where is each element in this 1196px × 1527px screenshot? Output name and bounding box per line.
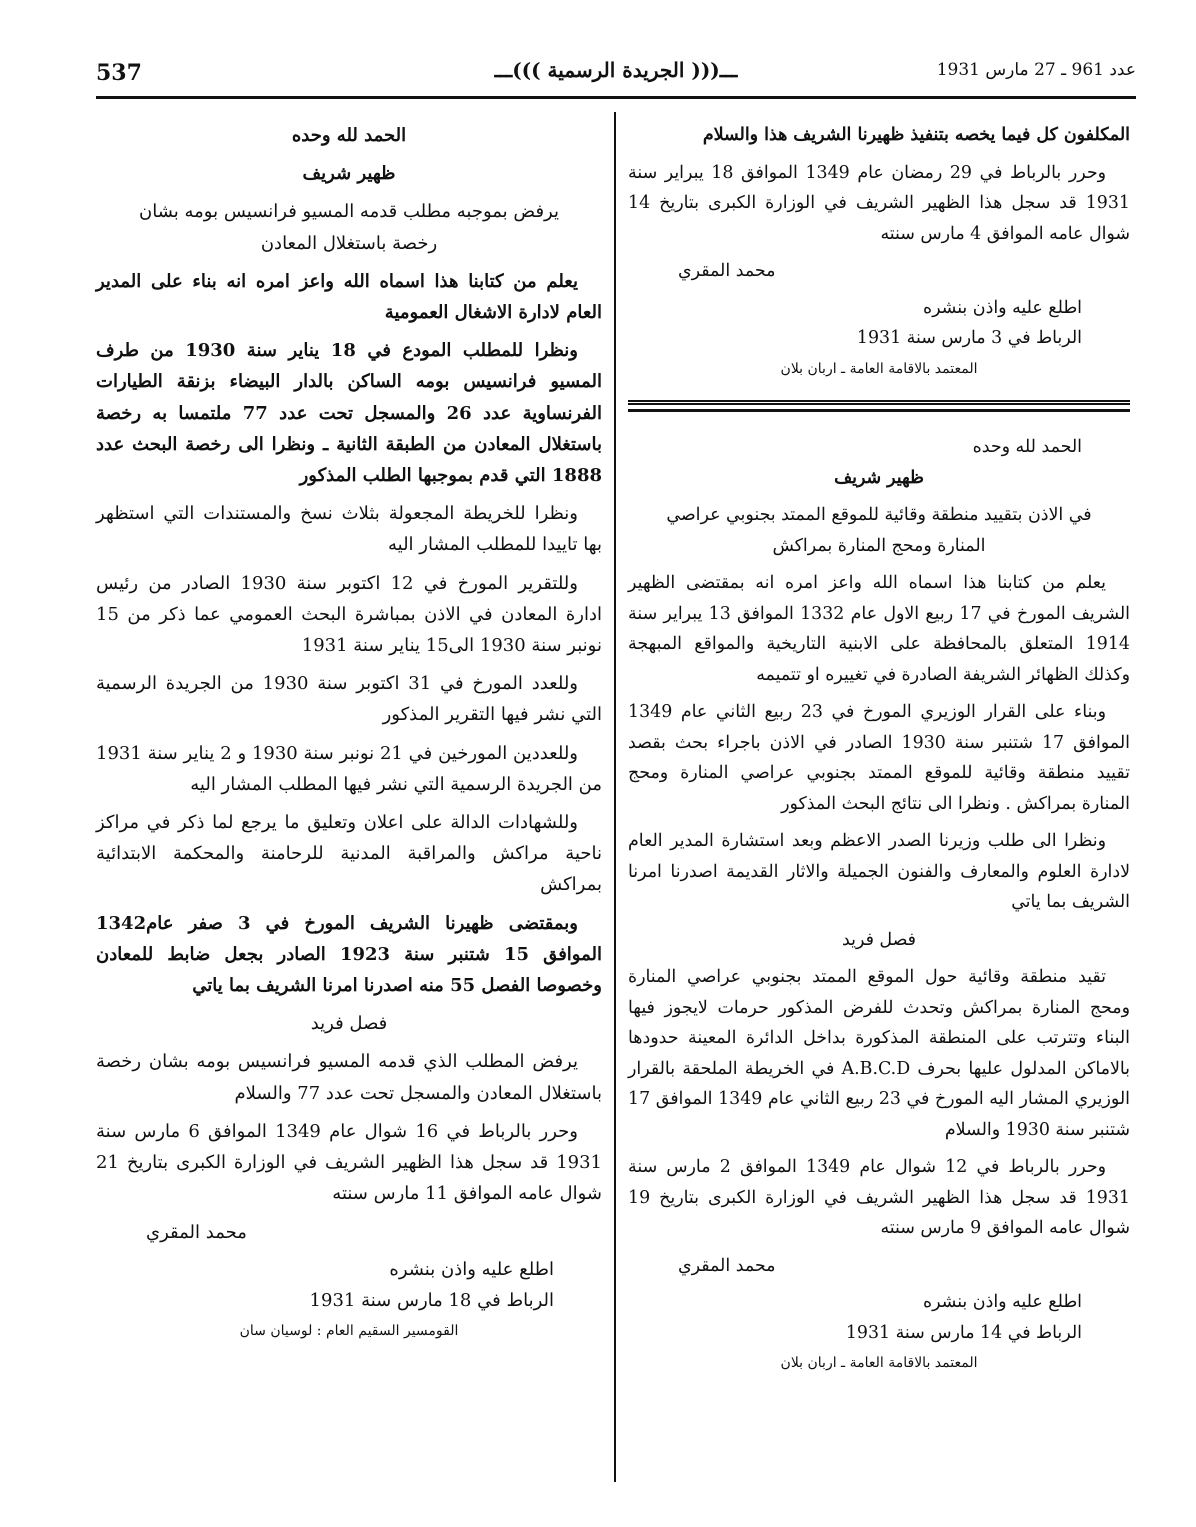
paragraph: وحرر بالرباط في 16 شوال عام 1349 الموافق 6 مارس سنة 1931 قد سجل هذا الظهير الشريف في الوزارة الكبرى بتاريخ 21 شوال عامه الموافق 11 مارس سنته bbox=[96, 1120, 602, 1205]
place-date: الرباط في 3 مارس سنة 1931 bbox=[856, 328, 1082, 348]
section-separator bbox=[628, 400, 1130, 412]
page-number: 537 bbox=[96, 60, 142, 86]
signature-line bbox=[628, 256, 1130, 287]
section-heading: فصل فريد bbox=[842, 929, 916, 950]
signature-name: محمد المقري bbox=[146, 1221, 247, 1243]
paragraph: وبمقتضى ظهيرنا الشريف المورخ في 3 صفر عام1342 الموافق 15 شتنبر سنة 1923 الصادر بجعل ضابط للمعادن وخصوصا الفصل 55 منه اصدرنا امرنا الشريف بما ياتي bbox=[96, 912, 602, 997]
page-header bbox=[96, 52, 1136, 92]
place-date: الرباط في 14 مارس سنة 1931 bbox=[845, 1322, 1082, 1343]
paragraph: وللشهادات الدالة على اعلان وتعليق ما يرجع لما ذكر في مراكز ناحية مراكش والمراقبة المدنية للرحامنة والمحكمة الابتدائية بمراكش bbox=[96, 812, 602, 896]
dahir-heading: ظهير شريف bbox=[834, 467, 924, 488]
paragraph: وللعدد المورخ في 31 اكتوبر سنة 1930 من الجريدة الرسمية التي نشر فيها التقرير المذكور bbox=[96, 673, 602, 726]
left-column bbox=[96, 120, 602, 1354]
dahir-subject: يرفض بموجبه مطلب قدمه المسيو فرانسيس بومه بشان رخصة باستغلال المعادن bbox=[139, 201, 559, 254]
section-heading: فصل فريد bbox=[310, 1013, 388, 1035]
paragraph: يعلم من كتابنا هذا اسماه الله واعز امره انه بمقتضى الظهير الشريف المورخ في 17 ربيع الاول عام 1332 الموافق 13 يبراير سنة 1914 المتعلق بالمحافظة على الابنية التاريخية والمواقع المبهجة وكذلك الظهائر الشريفة الصادرة في تغييره او تتميمه bbox=[628, 573, 1130, 685]
paragraph: ونظرا الى طلب وزيرنا الصدر الاعظم وبعد استشارة المدير العام لادارة العلوم والمعارف والفنون الجميلة والاثار القديمة اصدرنا امرنا الشريف بما ياتي bbox=[628, 831, 1130, 912]
paragraph: وبناء على القرار الوزيري المورخ في 23 ربيع الثاني عام 1349 الموافق 17 شتنبر سنة 1930 الصادر في الاذن باجراء بحث بقصد تقييد منطقة وقائية للموقع الممتد بجنوبي عراصي المنارة ومحج المنارة بمراكش . ونظرا الى نتائج البحث المذكور bbox=[628, 702, 1130, 814]
paragraph: ونظرا للخريطة المجعولة بثلاث نسخ والمستندات التي استظهر بها تاييدا للمطلب المشار اليه bbox=[96, 503, 602, 556]
closing-line: المكلفون كل فيما يخصه بتنفيذ ظهيرنا الشريف هذا والسلام bbox=[702, 125, 1130, 145]
paragraph: يعلم من كتابنا هذا اسماه الله واعز امره انه بناء على المدير العام لادارة الاشغال العمومية bbox=[96, 270, 602, 324]
paragraph: وحرر بالرباط في 12 شوال عام 1349 الموافق 2 مارس سنة 1931 قد سجل هذا الظهير الشريف في الوزارة الكبرى بتاريخ 19 شوال عامه الموافق 9 مارس سنته bbox=[628, 1157, 1130, 1238]
dahir-heading: ظهير شريف bbox=[302, 163, 396, 185]
signature-line bbox=[628, 1251, 1130, 1282]
right-column bbox=[628, 120, 1130, 1386]
praise-heading: الحمد لله وحده bbox=[972, 437, 1082, 457]
paragraph: تقيد منطقة وقائية حول الموقع الممتد بجنوبي عراصي المنارة ومحج المنارة بمراكش وتحدث للفرض المذكور حرمات لايجوز فيها البناء وتترتب على المنطقة المذكورة بداخل الدائرة المعينة حدودها بالاماكن المدلول عليها بحرف A.B.C.D في الخريطة الملحقة بالقرار الوزيري المشار اليه المورخ في 23 ربيع الثاني عام 1349 الموافق 17 شتنبر سنة 1930 والسلام bbox=[628, 967, 1131, 1140]
praise-heading: الحمد لله وحده bbox=[291, 125, 407, 146]
resident-general: المعتمد بالاقامة العامة ـ اربان بلان bbox=[780, 360, 978, 377]
paragraph: وحرر بالرباط في 29 رمضان عام 1349 الموافق 18 يبراير سنة 1931 قد سجل هذا الظهير الشريف في الوزارة الكبرى بتاريخ 14 شوال عامه الموافق 4 مارس سنته bbox=[628, 162, 1130, 244]
resident-general: المعتمد بالاقامة العامة ـ اربان بلان bbox=[780, 1355, 978, 1371]
signature-name: محمد المقري bbox=[678, 261, 776, 281]
approval-line: اطلع عليه واذن بنشره bbox=[922, 1292, 1082, 1312]
issue-date: عدد 961 ـ 27 مارس 1931 bbox=[936, 60, 1136, 80]
header-rule bbox=[96, 96, 1136, 99]
commissioner-line: القومسير السقيم العام : لوسيان سان bbox=[239, 1323, 459, 1340]
place-date: الرباط في 18 مارس سنة 1931 bbox=[309, 1289, 554, 1311]
paragraph: ونظرا للمطلب المودع في 18 يناير سنة 1930 من طرف المسيو فرانسيس بومه الساكن بالدار البيضاء بزنقة الطيارات الفرنساوية عدد 26 والمسجل تحت عدد 77 ملتمسا به رخصة باستغلال المعادن من الطبقة الثانية ـ ونظرا الى رخصة البحث عدد 1888 التي قدم بموجبها الطلب المذكور bbox=[96, 340, 602, 487]
gazette-title: ـــ((( الجريدة الرسمية )))ـــ bbox=[494, 58, 738, 82]
paragraph: يرفض المطلب الذي قدمه المسيو فرانسيس بومه بشان رخصة باستغلال المعادن والمسجل تحت عدد 77 والسلام bbox=[96, 1051, 602, 1104]
paragraph: وللعددين المورخين في 21 نونبر سنة 1930 و 2 يناير سنة 1931 من الجريدة الرسمية التي نشر فيها المطلب المشار اليه bbox=[96, 742, 602, 795]
dahir-subject: في الاذن بتقييد منطقة وقائية للموقع الممتد بجنوبي عراصي المنارة ومحج المنارة بمراكش bbox=[666, 505, 1092, 556]
approval-line: اطلع عليه واذن بنشره bbox=[389, 1258, 554, 1280]
paragraph: وللتقرير المورخ في 12 اكتوبر سنة 1930 الصادر من رئيس ادارة المعادن في الاذن بمباشرة البحث العمومي عما ذكر من 15 نونبر سنة 1930 الى15 يناير سنة 1931 bbox=[96, 572, 602, 657]
signature-name: محمد المقري bbox=[678, 1255, 776, 1276]
approval-line: اطلع عليه واذن بنشره bbox=[922, 297, 1082, 318]
column-divider bbox=[614, 112, 616, 1482]
signature-line bbox=[96, 1217, 602, 1248]
